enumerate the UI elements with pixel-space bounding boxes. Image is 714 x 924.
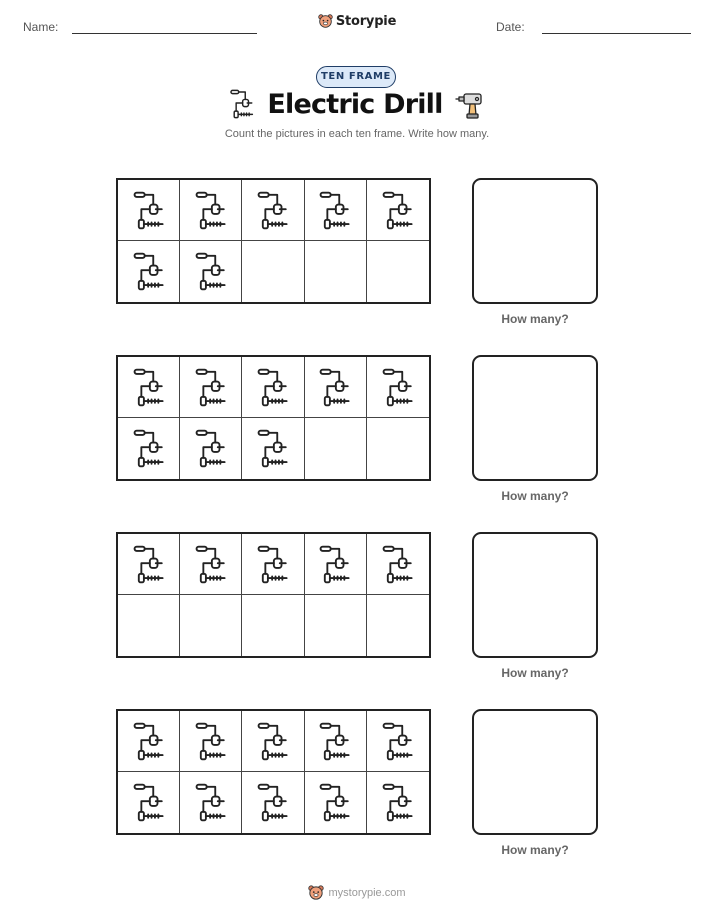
ten-frame-cell [367, 595, 429, 656]
ten-frame-cell [118, 241, 180, 302]
how-many-label: How many? [501, 489, 569, 503]
ten-frame-cell [305, 418, 367, 479]
ten-frame-cell [180, 241, 242, 302]
ten-frame-cell [242, 595, 304, 656]
ten-frame-cell [305, 534, 367, 595]
ten-frame-cell [180, 180, 242, 241]
hand-drill-icon [194, 782, 228, 823]
ten-frame-cell [242, 772, 304, 833]
hand-drill-icon [194, 721, 228, 762]
ten-frame-cell [118, 711, 180, 772]
hand-drill-icon [229, 88, 255, 120]
hand-drill-icon [381, 721, 415, 762]
hand-drill-icon [318, 190, 352, 231]
answer-box[interactable] [472, 355, 598, 481]
footer [0, 884, 714, 901]
hand-drill-icon [381, 367, 415, 408]
hand-drill-icon [256, 428, 290, 469]
hand-drill-icon [132, 190, 166, 231]
answer-box[interactable] [472, 178, 598, 304]
hand-drill-icon [132, 251, 166, 292]
answer-box[interactable] [472, 709, 598, 835]
instructions: Count the pictures in each ten frame. Write how many. [224, 128, 490, 140]
ten-frame-cell [242, 534, 304, 595]
ten-frame-cell [242, 357, 304, 418]
hand-drill-icon [381, 782, 415, 823]
ten-frame-cell [118, 534, 180, 595]
hand-drill-icon [132, 721, 166, 762]
how-many-label: How many? [501, 843, 569, 857]
hand-drill-icon [318, 544, 352, 585]
hand-drill-icon [256, 782, 290, 823]
ten-frame-cell [367, 180, 429, 241]
ten-frame-cell [367, 357, 429, 418]
ten-frame [116, 178, 431, 304]
ten-frame-cell [305, 357, 367, 418]
ten-frame-cell [305, 241, 367, 302]
hand-drill-icon [381, 190, 415, 231]
hand-drill-icon [256, 544, 290, 585]
page-title: Electric Drill [267, 88, 443, 120]
how-many-label: How many? [501, 312, 569, 326]
ten-frame-cell [367, 772, 429, 833]
name-label: Name: [23, 20, 59, 34]
hand-drill-icon [318, 367, 352, 408]
ten-frame-cell [180, 772, 242, 833]
answer-box[interactable] [472, 532, 598, 658]
ten-frame-cell [180, 534, 242, 595]
hand-drill-icon [132, 367, 166, 408]
hand-drill-icon [256, 367, 290, 408]
ten-frame-cell [242, 241, 304, 302]
ten-frame-cell [180, 595, 242, 656]
hand-drill-icon [194, 367, 228, 408]
electric-drill-icon [455, 89, 485, 119]
hand-drill-icon [256, 721, 290, 762]
ten-frame-cell [242, 418, 304, 479]
brand-name: Storypie [335, 13, 397, 29]
ten-frame-cell [305, 595, 367, 656]
hand-drill-icon [132, 544, 166, 585]
how-many-label: How many? [501, 666, 569, 680]
bear-logo-icon [318, 13, 333, 29]
hand-drill-icon [256, 190, 290, 231]
ten-frame [116, 532, 431, 658]
ten-frame-cell [180, 711, 242, 772]
date-line[interactable] [542, 33, 691, 34]
hand-drill-icon [194, 428, 228, 469]
ten-frame-cell [305, 711, 367, 772]
ten-frame-cell [180, 418, 242, 479]
ten-frame-cell [180, 357, 242, 418]
ten-frame-cell [118, 418, 180, 479]
hand-drill-icon [132, 428, 166, 469]
ten-frame-cell [367, 241, 429, 302]
ten-frame-badge: TEN FRAME [316, 66, 396, 88]
brand-logo [0, 13, 714, 29]
ten-frame-cell [118, 595, 180, 656]
hand-drill-icon [194, 544, 228, 585]
hand-drill-icon [318, 721, 352, 762]
hand-drill-icon [318, 782, 352, 823]
ten-frame-cell [367, 418, 429, 479]
ten-frame [116, 355, 431, 481]
hand-drill-icon [132, 782, 166, 823]
hand-drill-icon [381, 544, 415, 585]
date-label: Date: [496, 20, 525, 34]
hand-drill-icon [194, 251, 228, 292]
ten-frame-cell [305, 180, 367, 241]
title-row [0, 88, 714, 120]
hand-drill-icon [194, 190, 228, 231]
ten-frame-cell [118, 357, 180, 418]
ten-frame-cell [367, 711, 429, 772]
ten-frame [116, 709, 431, 835]
ten-frame-cell [118, 772, 180, 833]
name-line[interactable] [72, 33, 257, 34]
ten-frame-cell [242, 711, 304, 772]
footer-url: mystorypie.com [328, 886, 406, 899]
ten-frame-cell [118, 180, 180, 241]
ten-frame-cell [305, 772, 367, 833]
bear-logo-icon [308, 884, 324, 901]
ten-frame-cell [242, 180, 304, 241]
ten-frame-cell [367, 534, 429, 595]
